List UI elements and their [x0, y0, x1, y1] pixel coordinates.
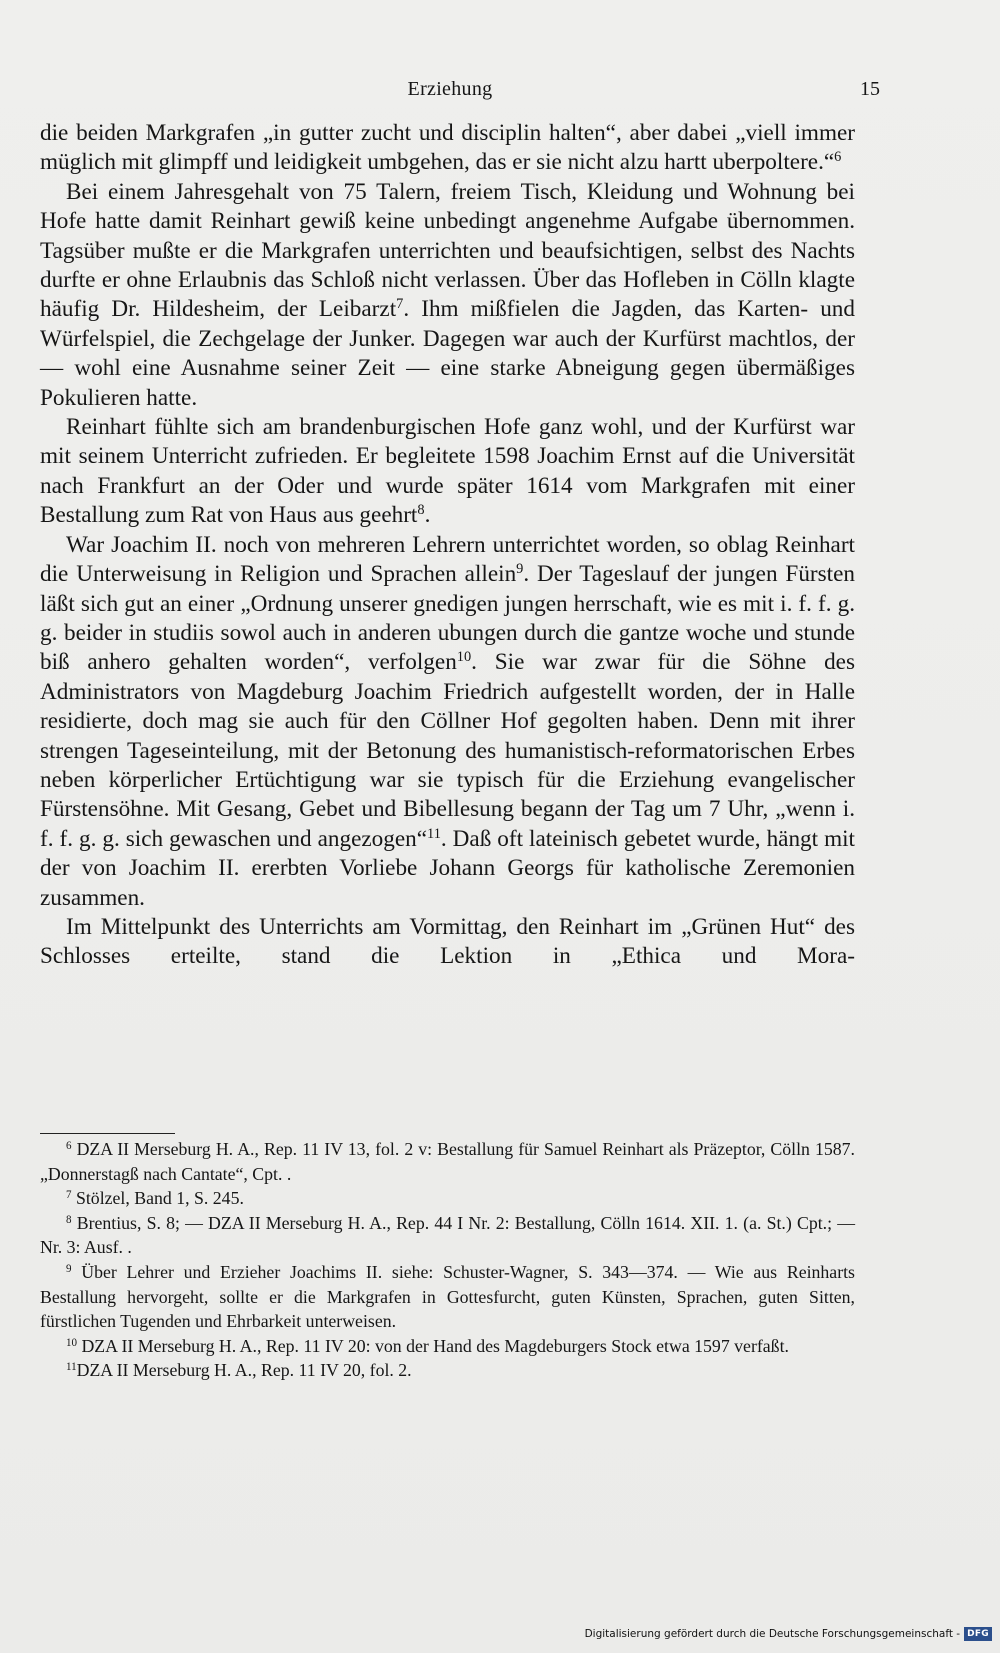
text-segment: . — [424, 502, 431, 529]
footnote — [40, 1137, 855, 1186]
text-segment: Reinhart fühlte sich am brandenburgischen Hofe ganz wohl, und der Kurfürst war mit seinem Unterricht zufrieden. Er begleitete 1598 Joachim Ernst auf die Universität nach Frankfurt an der Oder und wurde später 1614 vom Markgrafen mit einer Bestallung zum Rat von Haus aus geehrt — [40, 414, 855, 529]
footnote-reference: 11 — [427, 825, 441, 842]
text-segment: . Der Tageslauf der jungen Fürsten läßt sich gut an einer „Ordnung unserer gnedigen jungen herrschaft, wie es mit i. f. f. g. g. beider in studiis sowol auch in anderen ubungen durch die gantze woche und stunde biß anhero gehalten worden“, verfolgen — [40, 561, 855, 676]
paragraph-3 — [40, 413, 855, 531]
footnote-number: 10 — [66, 1336, 78, 1349]
footnote — [40, 1186, 855, 1211]
footnote-reference: 7 — [396, 296, 404, 313]
running-title: Erziehung — [407, 78, 493, 100]
footnote-divider — [40, 1133, 175, 1134]
text-segment: . Sie war zwar für die Söhne des Administrators von Magdeburg Joachim Friedrich aufgestellt worden, der in Halle residierte, doch mag sie auch für den Cöllner Hof gegolten haben. Denn mit ihrer strengen Tageseinteilung, mit der Betonung des humanistisch-reformatorischen Erbes neben körperlicher Ertüchtigung war sie typisch für die Erziehung evangelischer Fürstensöhne. Mit Gesang, Gebet und Bibellesung begann der Tag um 7 Uhr, „wenn i. f. f. g. g. sich gewaschen und angezogen“ — [40, 649, 855, 852]
main-text — [40, 119, 855, 972]
text-segment: Im Mittelpunkt des Unterrichts am Vormittag, den Reinhart im „Grünen Hut“ des Schlosses erteilte, stand die Lektion in „Ethica und Mora- — [40, 913, 855, 970]
footnote-text: Über Lehrer und Erzieher Joachims II. siehe: Schuster-Wagner, S. 343—374. — Wie aus Reinharts Bestallung hervorgeht, sollte er die Markgrafen in Gottesfurcht, guten Künsten, Sprachen, guten Sitten, fürstlichen Tugenden und Ehrbarkeit unterweisen. — [40, 1261, 855, 1332]
footnote-number: 8 — [66, 1213, 72, 1226]
paragraph-1 — [40, 119, 855, 178]
page-number: 15 — [860, 78, 880, 100]
footnote — [40, 1334, 855, 1359]
credit-text: Digitalisierung gefördert durch die Deutsche Forschungsgemeinschaft - — [584, 1628, 961, 1640]
footnote — [40, 1358, 855, 1383]
paragraph-4 — [40, 531, 855, 913]
footnote-number: 6 — [66, 1139, 72, 1152]
text-segment: . Ihm mißfielen die Jagden, das Karten- und Würfelspiel, die Zechgelage der Junker. Dagegen war auch der Kurfürst machtlos, der — wohl eine Ausnahme seiner Zeit — eine starke Abneigung gegen übermäßiges Pokulieren hatte. — [40, 296, 855, 411]
footnote-number: 7 — [66, 1189, 72, 1202]
footnote-text: DZA II Merseburg H. A., Rep. 11 IV 20, fol. 2. — [76, 1360, 412, 1381]
footnote-reference: 6 — [834, 149, 842, 166]
footnote-reference: 10 — [456, 649, 472, 666]
page-header — [40, 78, 880, 108]
paragraph-5 — [40, 913, 855, 972]
text-segment: . Daß oft lateinisch gebetet wurde, hängt mit der von Joachim II. ererbten Vorliebe Johann Georgs für katholische Zeremonien zusammen. — [40, 825, 855, 911]
footnote-number: 11 — [66, 1361, 77, 1374]
text-segment: War Joachim II. noch von mehreren Lehrern unterrichtet worden, so oblag Reinhart die Unterweisung in Religion und Sprachen allein — [40, 531, 855, 588]
dfg-logo: DFG — [964, 1627, 992, 1641]
footnote — [40, 1211, 855, 1260]
footnote-reference: 9 — [516, 561, 524, 578]
footnote — [40, 1260, 855, 1334]
digitization-credit — [585, 1625, 992, 1643]
footnote-reference: 8 — [417, 502, 425, 519]
footnote-text: Stölzel, Band 1, S. 245. — [75, 1188, 244, 1209]
paragraph-2 — [40, 178, 855, 413]
footnote-text: DZA II Merseburg H. A., Rep. 11 IV 20: von der Hand des Magdeburgers Stock etwa 1597 verfaßt. — [81, 1335, 789, 1356]
text-segment: die beiden Markgrafen „in gutter zucht und disciplin halten“, aber dabei „viell immer müglich mit glimpff und leidigkeit umbgehen, das er sie nicht alzu hartt uberpoltere.“ — [40, 120, 855, 176]
footnote-number: 9 — [66, 1262, 72, 1275]
footnote-text: DZA II Merseburg H. A., Rep. 11 IV 13, fol. 2 v: Bestallung für Samuel Reinhart als Präzeptor, Cölln 1587. „Donnerstagß nach Cantate“, Cpt. . — [40, 1139, 855, 1184]
text-segment: Bei einem Jahresgehalt von 75 Talern, freiem Tisch, Kleidung und Wohnung bei Hofe hatte damit Reinhart gewiß keine unbedingt angenehme Aufgabe übernommen. Tagsüber mußte er die Markgrafen unterrichten und beaufsichtigen, selbst des Nachts durfte er ohne Erlaubnis das Schloß nicht verlassen. Über das Hofleben in Cölln klagte häufig Dr. Hildesheim, der Leibarzt — [40, 178, 855, 323]
footnote-text: Brentius, S. 8; — DZA II Merseburg H. A., Rep. 44 I Nr. 2: Bestallung, Cölln 1614. XII. 1. (a. St.) Cpt.; — Nr. 3: Ausf. . — [40, 1212, 856, 1258]
footnotes — [40, 1137, 855, 1383]
